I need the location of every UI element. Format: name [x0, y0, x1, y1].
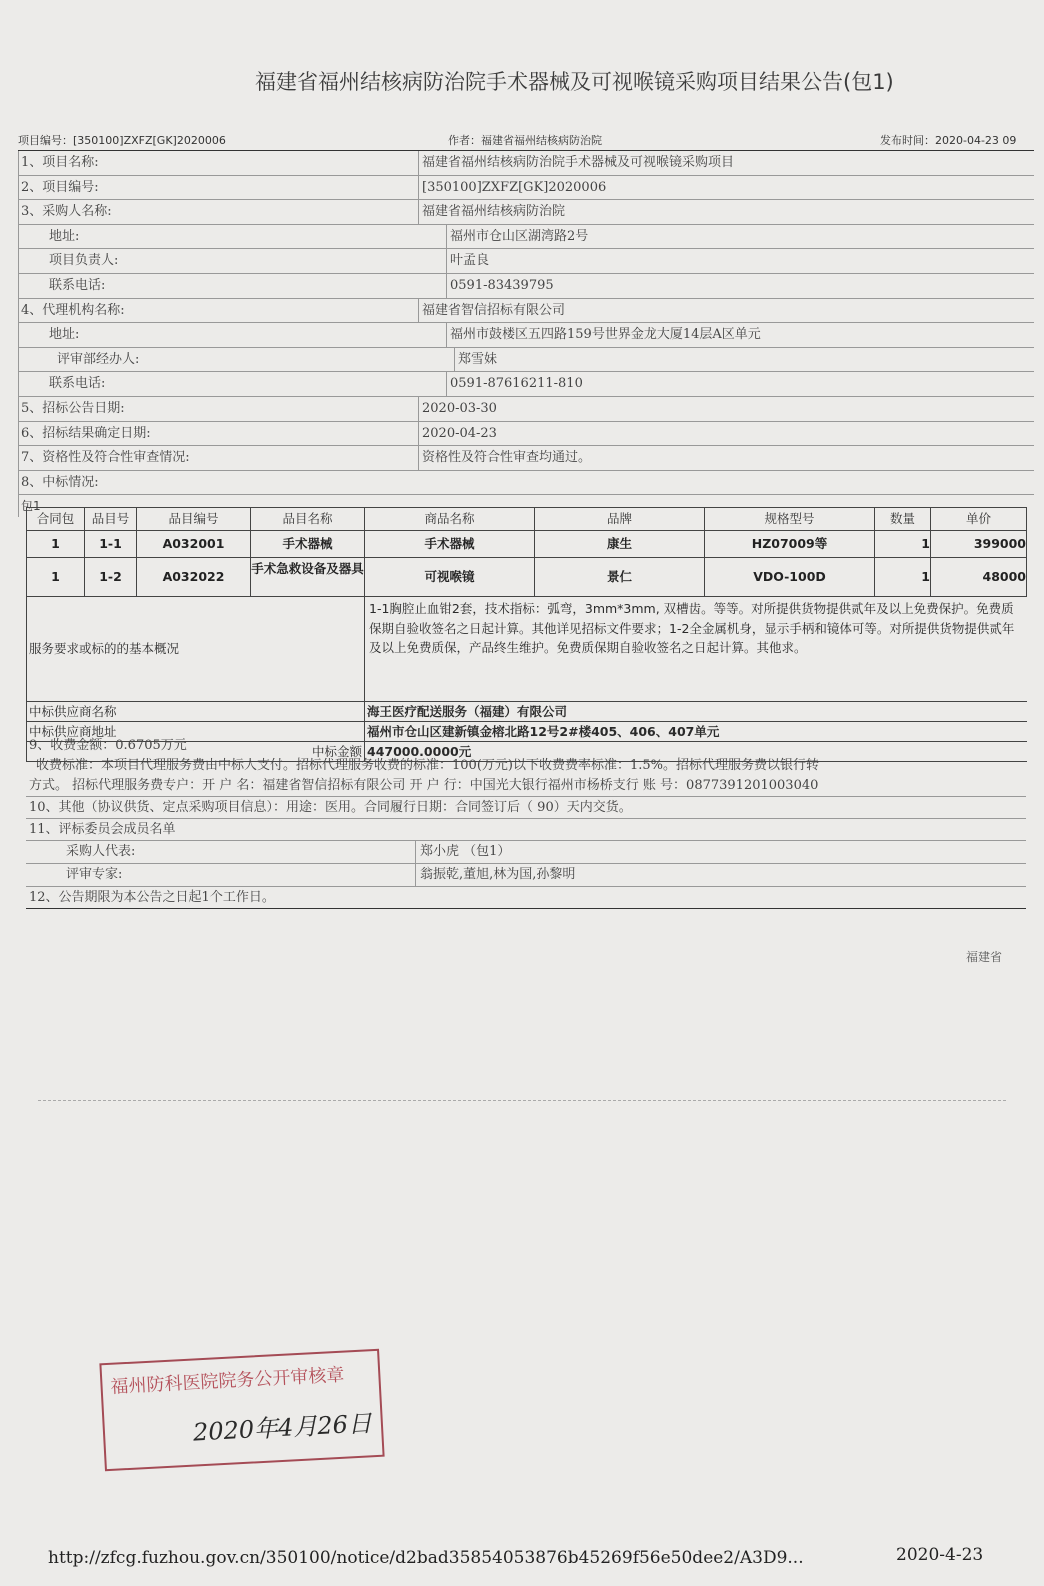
table-cell: A032001	[137, 531, 251, 557]
service-label: 服务要求或标的的基本概况	[27, 597, 365, 701]
stamp-date: 2020年4月26日	[192, 1409, 373, 1447]
committee-value: 翁振乾,董旭,林为国,孙黎明	[420, 867, 576, 882]
table-row	[27, 531, 1027, 558]
info-value: 0591-87616211-810	[450, 376, 583, 392]
other-info: 10、其他（协议供货、定点采购项目信息）：用途：医用。合同履行日期：合同签订后（ 90）天内交货。	[26, 797, 1026, 819]
column-header: 合同包	[27, 508, 85, 530]
info-label: 联系电话:	[19, 274, 447, 298]
table-cell: VDO-100D	[705, 558, 875, 596]
package-label: 包1	[21, 499, 41, 514]
fee-account: 方式。 招标代理服务费专户：开 户 名：福建省智信招标有限公司 开 户 行：中国光大银行福州市杨桥支行 账 号：0877391201003040	[26, 776, 1026, 797]
column-header: 规格型号	[705, 508, 875, 530]
column-header: 商品名称	[365, 508, 535, 530]
info-row	[18, 151, 1034, 176]
table-cell: A032022	[137, 558, 251, 596]
info-label: 地址:	[19, 225, 447, 249]
table-cell: 1	[875, 531, 931, 557]
info-row	[18, 299, 1034, 324]
table-cell: HZ07009等	[705, 531, 875, 557]
committee-label: 评审专家:	[26, 864, 416, 886]
notice-period: 12、公告期限为本公告之日起1个工作日。	[26, 887, 1026, 909]
info-row	[18, 348, 1034, 373]
footer-org: 福建省	[966, 950, 1003, 964]
table-cell: 手术器械	[251, 531, 365, 557]
project-info-table	[18, 150, 1034, 517]
table-header-row	[27, 508, 1027, 531]
service-row	[27, 597, 1027, 702]
table-cell: 1	[875, 558, 931, 596]
info-value: 郑雪妹	[458, 351, 498, 367]
info-row	[18, 176, 1034, 201]
column-header: 单价	[931, 508, 1027, 530]
publish-time: 发布时间：2020-04-23 09	[880, 134, 1017, 147]
info-row	[18, 274, 1034, 299]
table-cell: 1	[27, 558, 85, 596]
info-row	[18, 372, 1034, 397]
supplier-row	[27, 702, 1027, 722]
table-cell: 康生	[535, 531, 705, 557]
award-table	[26, 507, 1027, 762]
info-label: 2、项目编号:	[19, 176, 419, 200]
info-label: 4、代理机构名称:	[19, 299, 419, 323]
table-cell: 1	[27, 531, 85, 557]
section-8-row	[18, 471, 1034, 496]
supplier-name: 海王医疗配送服务（福建）有限公司	[367, 704, 568, 719]
column-header: 品目名称	[251, 508, 365, 530]
info-row	[18, 249, 1034, 274]
official-stamp	[99, 1349, 384, 1472]
committee-row	[26, 864, 1026, 887]
info-value: 0591-83439795	[450, 277, 554, 293]
info-value: [350100]ZXFZ[GK]2020006	[422, 179, 607, 195]
supplier-label: 中标供应商名称	[27, 702, 365, 721]
source-url: http://zfcg.fuzhou.gov.cn/350100/notice/d2bad35854053876b45269f56e50dee2/A3D9...	[48, 1548, 804, 1568]
info-value: 福建省福州结核病防治院	[422, 204, 566, 220]
info-label: 1、项目名称:	[19, 151, 419, 175]
info-label: 6、招标结果确定日期:	[19, 422, 419, 446]
award-amount: 447000.0000元	[367, 744, 472, 759]
table-cell: 1-1	[85, 531, 137, 557]
column-header: 品目号	[85, 508, 137, 530]
table-cell: 手术急救设备及器具	[251, 558, 365, 596]
info-label: 地址:	[19, 323, 447, 347]
table-cell: 399000	[931, 531, 1027, 557]
column-header: 品目编号	[137, 508, 251, 530]
info-row	[18, 200, 1034, 225]
table-cell: 1-2	[85, 558, 137, 596]
amount-label: 中标金额	[27, 742, 365, 761]
info-label: 项目负责人:	[19, 249, 447, 273]
info-value: 2020-03-30	[422, 400, 497, 416]
info-label: 评审部经办人:	[19, 348, 455, 372]
info-row	[18, 446, 1034, 471]
table-cell: 可视喉镜	[365, 558, 535, 596]
column-header: 品牌	[535, 508, 705, 530]
document-title: 福建省福州结核病防治院手术器械及可视喉镜采购项目结果公告(包1)	[255, 70, 894, 94]
info-value: 2020-04-23	[422, 425, 497, 441]
committee-title: 11、评标委员会成员名单	[26, 819, 1026, 841]
info-value: 资格性及符合性审查均通过。	[422, 450, 592, 466]
divider	[38, 1100, 1006, 1101]
fee-amount: 9、收费金额：0.6705万元	[29, 738, 187, 753]
info-row	[18, 397, 1034, 422]
service-text: 1-1胸腔止血钳2套，技术指标：弧弯，3mm*3mm, 双槽齿。等等。对所提供货物提供贰年及以上免费保护。免费质保期自验收签名之日起计算。其他详见招标文件要求；1-2全金属机身，显示手柄和镜体可等。对所提供货物提供贰年及以上免费质保，产品终生维护。免费质保期自验收签名之日起计算。其他求。	[369, 601, 1015, 655]
author: 作者：福建省福州结核病防治院	[448, 134, 602, 147]
committee-label: 采购人代表:	[26, 841, 416, 863]
project-number: 项目编号：[350100]ZXFZ[GK]2020006	[18, 134, 226, 147]
info-label: 7、资格性及符合性审查情况:	[19, 446, 419, 470]
print-date: 2020-4-23	[896, 1545, 984, 1565]
info-value: 福建省智信招标有限公司	[422, 302, 566, 318]
table-cell: 景仁	[535, 558, 705, 596]
info-value: 福建省福州结核病防治院手术器械及可视喉镜采购项目	[422, 155, 735, 170]
info-value: 叶孟良	[450, 253, 490, 269]
stamp-text: 福州防科医院院务公开审核章	[110, 1364, 345, 1398]
fee-and-committee	[26, 736, 1026, 909]
info-value: 福州市鼓楼区五四路159号世界金龙大厦14层A区单元	[450, 327, 761, 343]
committee-row	[26, 841, 1026, 864]
committee-value: 郑小虎 （包1）	[420, 844, 511, 859]
info-value: 福州市仓山区湖湾路2号	[450, 228, 589, 244]
supplier-address: 福州市仓山区建新镇金榕北路12号2#楼405、406、407单元	[367, 724, 720, 739]
info-row	[18, 422, 1034, 447]
info-label: 3、采购人名称:	[19, 200, 419, 224]
table-cell: 手术器械	[365, 531, 535, 557]
table-cell: 48000	[931, 558, 1027, 596]
table-row	[27, 558, 1027, 597]
fee-standard: 收费标准：本项目代理服务费由中标人支付。招标代理服务收费的标准：100(万元)以下收费费率标准：1.5%。招标代理服务费以银行转	[36, 758, 819, 773]
info-label: 5、招标公告日期:	[19, 397, 419, 421]
info-row	[18, 323, 1034, 348]
column-header: 数量	[875, 508, 931, 530]
supplier-address-label: 中标供应商地址	[27, 722, 365, 741]
info-label: 联系电话:	[19, 372, 447, 396]
section-8-label: 8、中标情况:	[21, 474, 99, 490]
info-row	[18, 225, 1034, 250]
